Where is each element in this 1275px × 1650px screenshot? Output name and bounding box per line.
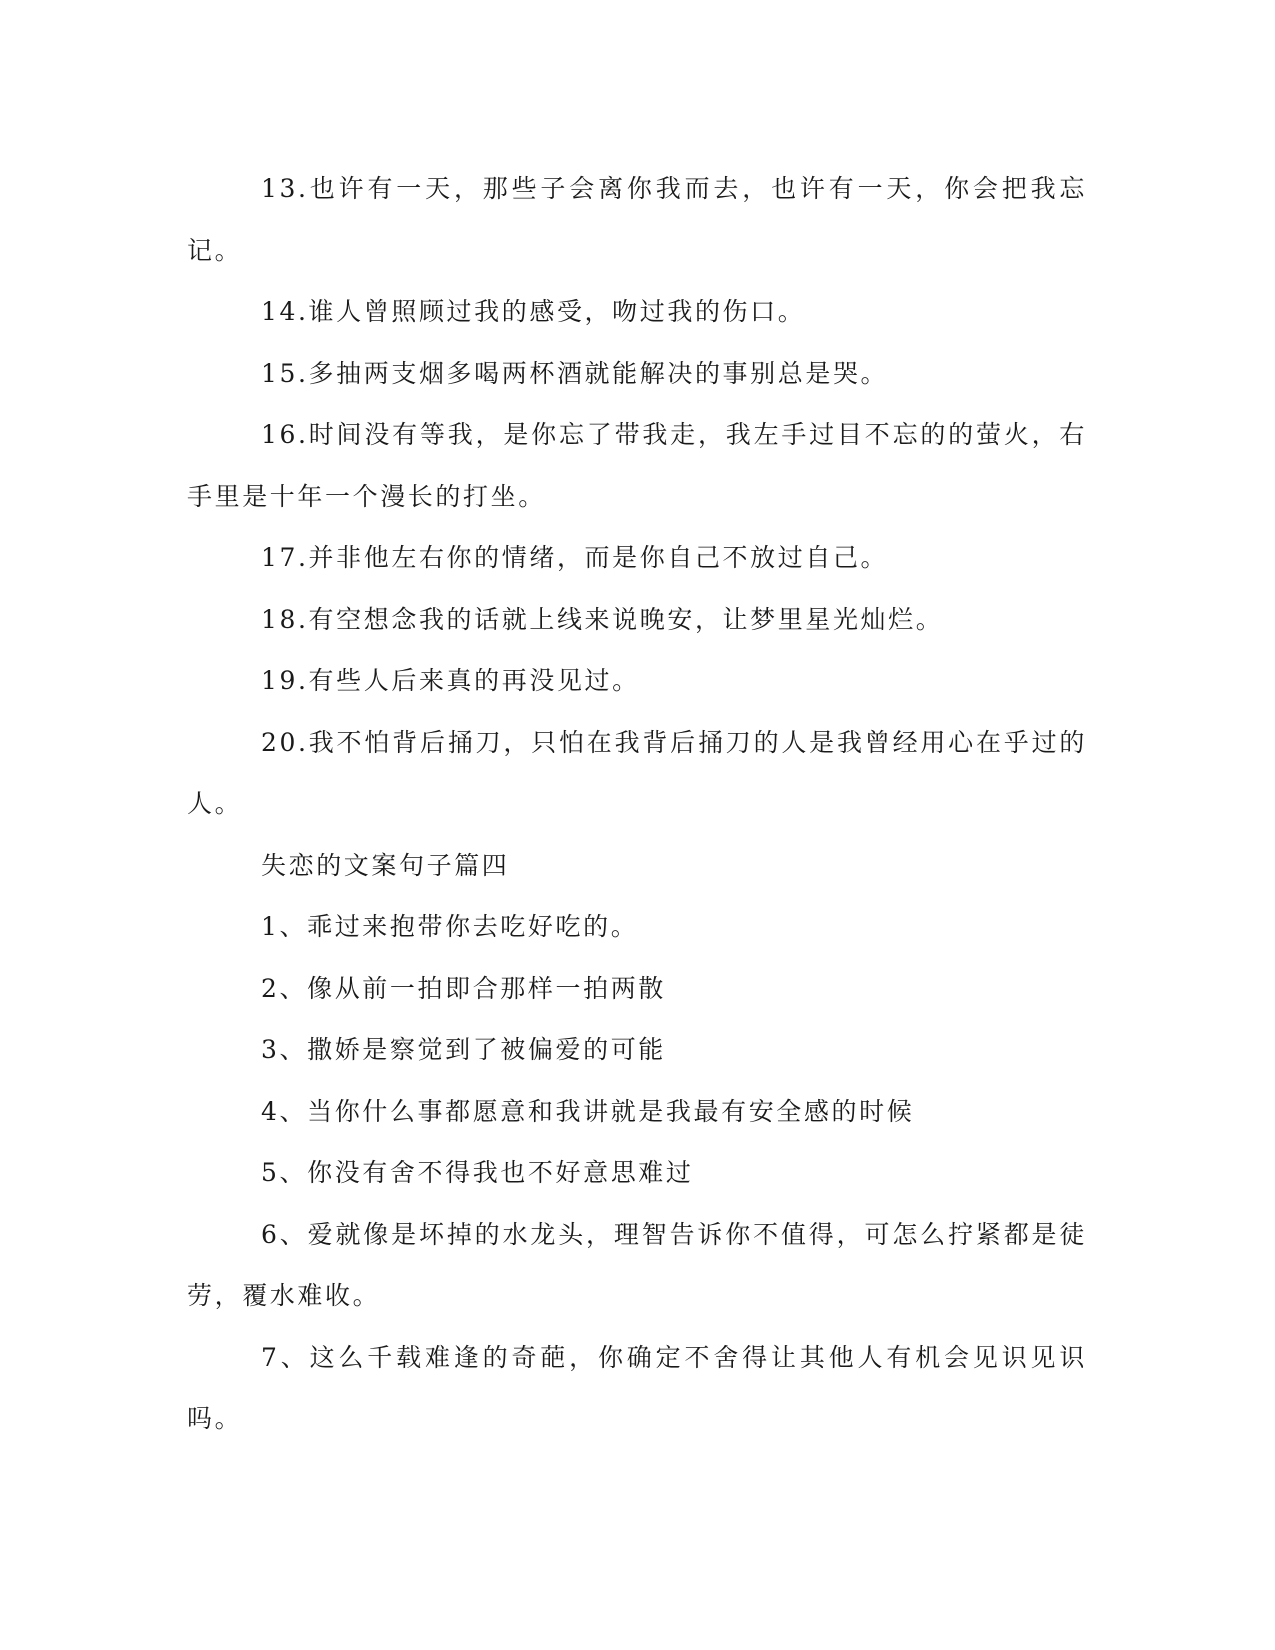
paragraph-16: 16.时间没有等我，是你忘了带我走，我左手过目不忘的的萤火，右手里是十年一个漫长的打坐。 bbox=[187, 420, 1087, 511]
section-heading: 失恋的文案句子篇四 bbox=[261, 850, 510, 880]
paragraph-13: 13.也许有一天，那些子会离你我而去，也许有一天，你会把我忘记。 bbox=[187, 174, 1087, 265]
list-item-5: 5、你没有舍不得我也不好意思难过 bbox=[261, 1158, 694, 1187]
paragraph-15: 15.多抽两支烟多喝两杯酒就能解决的事别总是哭。 bbox=[261, 358, 889, 388]
list-item-3: 3、撒娇是察觉到了被偏爱的可能 bbox=[261, 1035, 666, 1064]
list-item-7: 7、这么千载难逢的奇葩，你确定不舍得让其他人有机会见识见识吗。 bbox=[187, 1342, 1087, 1433]
document-body bbox=[187, 158, 1087, 1450]
paragraph-20: 20.我不怕背后捅刀，只怕在我背后捅刀的人是我曾经用心在乎过的人。 bbox=[187, 727, 1087, 818]
paragraph-18: 18.有空想念我的话就上线来说晚安，让梦里星光灿烂。 bbox=[261, 604, 944, 634]
paragraph-19: 19.有些人后来真的再没见过。 bbox=[261, 666, 640, 695]
list-item-4: 4、当你什么事都愿意和我讲就是我最有安全感的时候 bbox=[261, 1096, 915, 1126]
list-item-1: 1、乖过来抱带你去吃好吃的。 bbox=[261, 912, 639, 941]
paragraph-14: 14.谁人曾照顾过我的感受，吻过我的伤口。 bbox=[261, 297, 806, 326]
paragraph-17: 17.并非他左右你的情绪，而是你自己不放过自己。 bbox=[261, 543, 889, 572]
list-item-6: 6、爱就像是坏掉的水龙头，理智告诉你不值得，可怎么拧紧都是徒劳，覆水难收。 bbox=[187, 1219, 1087, 1310]
list-item-2: 2、像从前一拍即合那样一拍两散 bbox=[261, 973, 666, 1003]
